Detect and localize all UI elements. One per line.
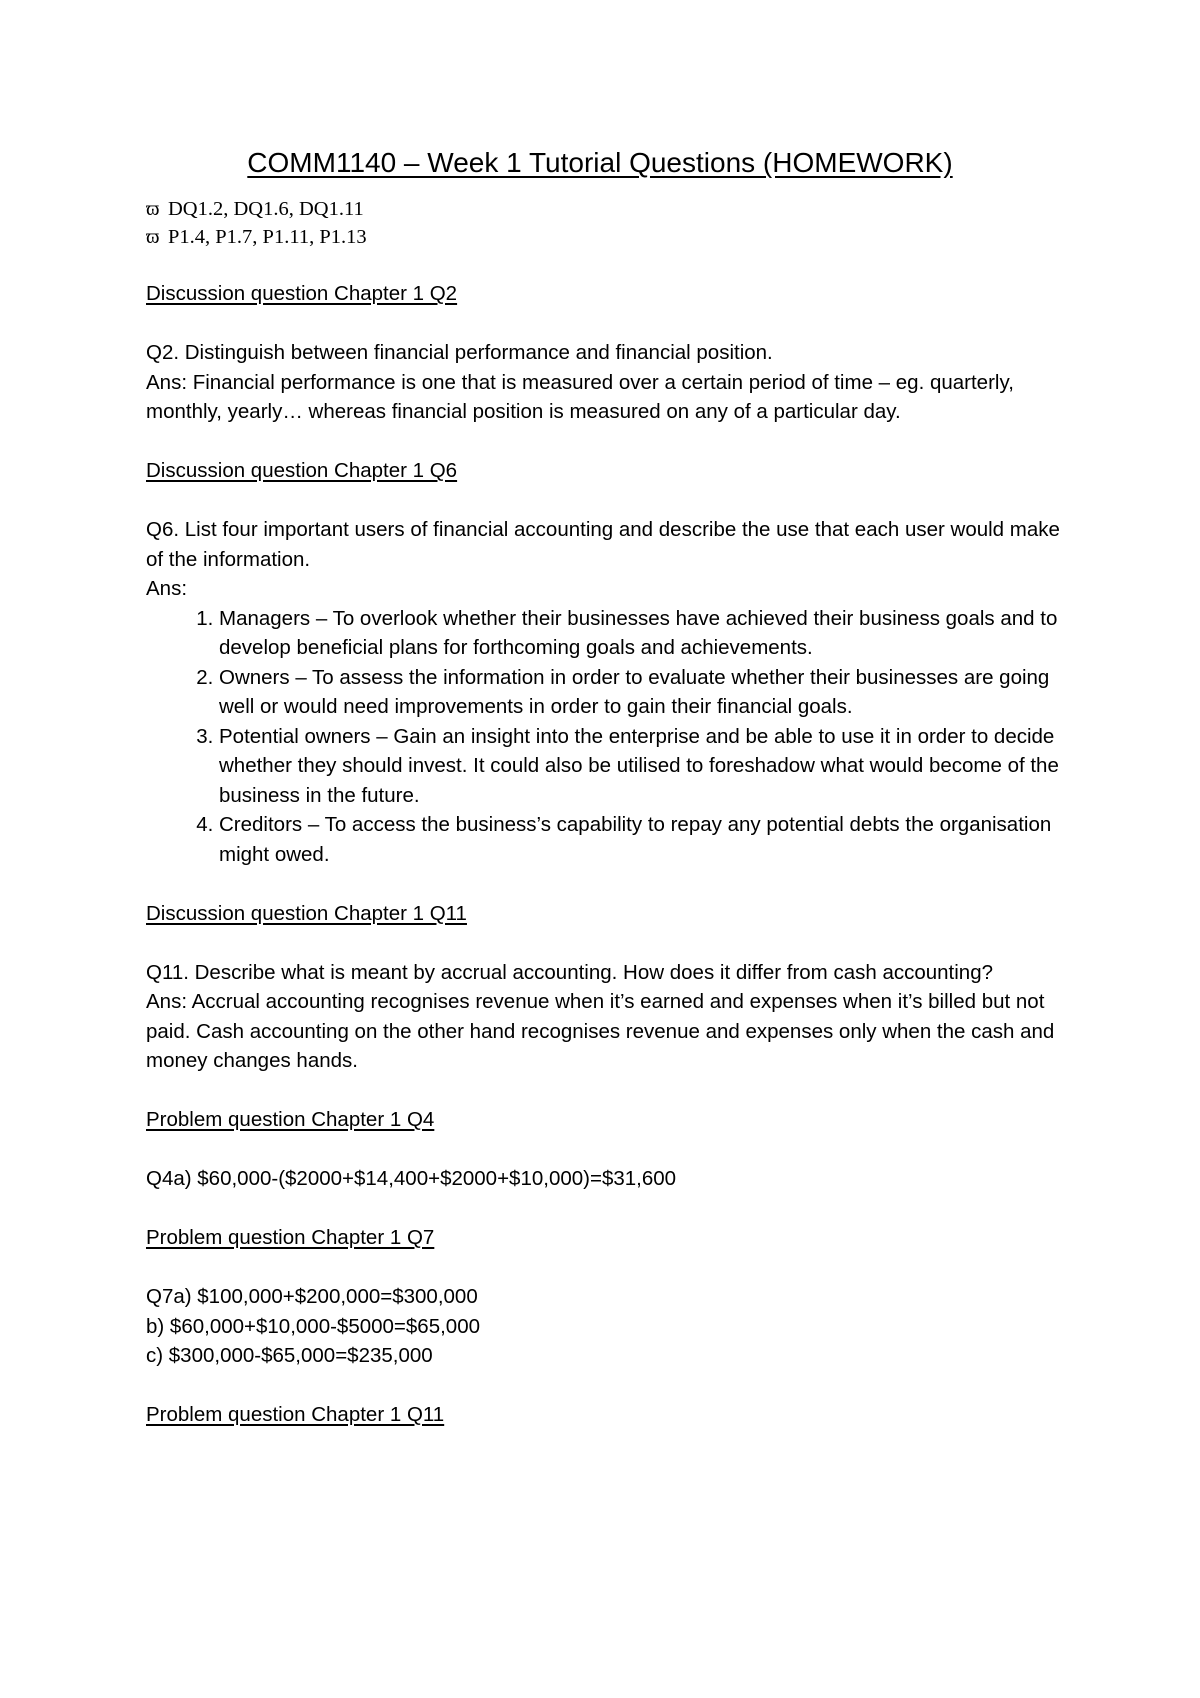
bullet-symbol: ϖ [146,226,160,248]
calculation-line: Q7a) $100,000+$200,000=$300,000 [146,1285,478,1308]
bullet-symbol: ϖ [146,198,160,220]
calculation-line: b) $60,000+$10,000-$5000=$65,000 [146,1314,481,1338]
document-title: COMM1140 – Week 1 Tutorial Questions (HOMEWORK) [247,147,953,178]
list-item: 4. Creditors – To access the business’s capability to repay any potential debts the organisation might owed. [219,810,1076,869]
question-text: Q6. List four important users of financial accounting and describe the use that each user would make of the information. [146,518,1060,571]
section-heading-dq6: Discussion question Chapter 1 Q6 [146,459,458,482]
calculation-line: Q4a) $60,000-($2000+$14,400+$2000+$10,000)=$31,600 [146,1167,677,1190]
calculation-line: c) $300,000-$65,000=$235,000 [146,1344,433,1367]
list-item: 3. Potential owners – Gain an insight into the enterprise and be able to use it in order to decide whether they should invest. It could also be utilised to foreshadow what would become of the business in the future. [219,722,1076,811]
bullet-item [146,223,1076,251]
question-text: Q11. Describe what is meant by accrual accounting. How does it differ from cash accounting? [146,960,993,984]
answer-text: Ans: Financial performance is one that is measured over a certain period of time – eg. quarterly, monthly, yearly… whereas financial position is measured on any of a particular day. [146,370,1014,423]
question-text: Q2. Distinguish between financial performance and financial position. [146,341,773,364]
section-heading-pq7: Problem question Chapter 1 Q7 [146,1226,435,1249]
bullet-item [146,195,1076,223]
bullet-text: DQ1.2, DQ1.6, DQ1.11 [168,198,364,220]
section-heading-pq4: Problem question Chapter 1 Q4 [146,1108,435,1131]
bullet-text: P1.4, P1.7, P1.11, P1.13 [168,226,367,248]
users-list [146,604,1076,870]
answer-label: Ans: [146,577,188,600]
document-body [146,145,1076,1430]
list-item: 2. Owners – To assess the information in order to evaluate whether their businesses are going well or would need improvements in order to gain their financial goals. [219,663,1076,722]
section-heading-dq11: Discussion question Chapter 1 Q11 [146,901,467,925]
section-heading-pq11: Problem question Chapter 1 Q11 [146,1403,445,1426]
section-heading-dq2: Discussion question Chapter 1 Q2 [146,282,458,305]
list-item: 1. Managers – To overlook whether their businesses have achieved their business goals and to develop beneficial plans for forthcoming goals and achievements. [219,604,1076,663]
answer-text: Ans: Accrual accounting recognises revenue when it’s earned and expenses when it’s billed but not paid. Cash accounting on the other hand recognises revenue and expenses only when the cash and money changes hands. [146,990,1055,1072]
